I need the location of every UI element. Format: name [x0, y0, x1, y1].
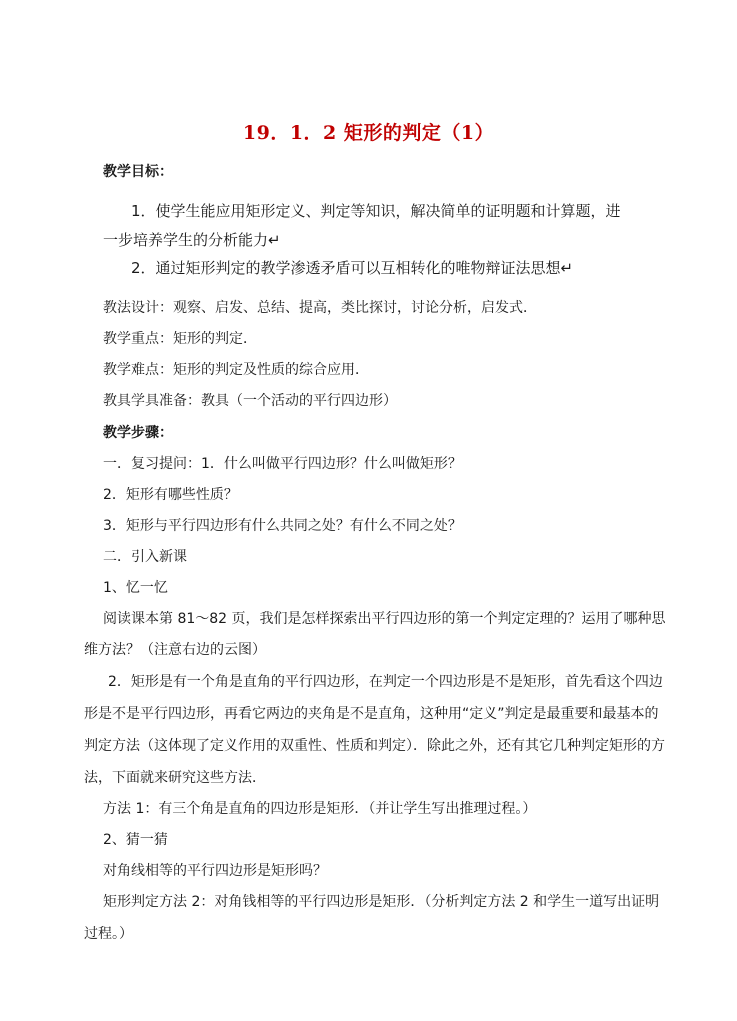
reading-line-2: 维方法？（注意右边的云图） [84, 642, 266, 658]
teaching-tools: 教具学具准备：教具（一个活动的平行四边形） [103, 393, 397, 409]
review-question-2: 2．矩形有哪些性质？ [103, 487, 238, 503]
guess-question: 对角线相等的平行四边形是矩形吗？ [103, 863, 327, 879]
intro-heading: 二．引入新课 [103, 549, 187, 565]
goal-1-line-2: 一步培养学生的分析能力↵ [103, 231, 281, 249]
recall-heading: 1、忆一忆 [103, 580, 168, 596]
goals-heading: 教学目标： [103, 164, 173, 180]
paragraph-2-line-3: 判定方法（这体现了定义作用的双重性、性质和判定）．除此之外，还有其它几种判定矩形的方 [84, 738, 665, 754]
steps-heading: 教学步骤： [103, 425, 173, 441]
method-2-line-2: 过程。） [84, 926, 133, 942]
goal-1-line-1: 1．使学生能应用矩形定义、判定等知识，解决简单的证明题和计算题，进 [131, 202, 621, 220]
paragraph-2-line-4: 法，下面就来研究这些方法． [84, 770, 266, 786]
teaching-method: 教法设计：观察、启发、总结、提高，类比探讨，讨论分析，启发式． [103, 300, 537, 316]
method-2-line-1: 矩形判定方法 2：对角钱相等的平行四边形是矩形．（分析判定方法 2 和学生一道写出证明 [103, 894, 660, 910]
reading-line-1: 阅读课本第 81～82 页，我们是怎样探索出平行四边形的第一个判定定理的？运用了哪种思 [103, 611, 666, 627]
review-question-3: 3．矩形与平行四边形有什么共同之处？有什么不同之处？ [103, 518, 462, 534]
review-question-1: 一．复习提问：1．什么叫做平行四边形？什么叫做矩形？ [103, 456, 462, 472]
goal-2: 2．通过矩形判定的教学渗透矛盾可以互相转化的唯物辩证法思想↵ [131, 259, 574, 277]
method-1: 方法 1：有三个角是直角的四边形是矩形．（并让学生写出推理过程。） [103, 801, 537, 817]
teaching-focus: 教学重点：矩形的判定． [103, 331, 257, 347]
paragraph-2-line-2: 形是不是平行四边形，再看它两边的夹角是不是直角，这种用“定义”判定是最重要和最基本的 [84, 706, 659, 722]
paragraph-2-line-1: 2．矩形是有一个角是直角的平行四边形，在判定一个四边形是不是矩形，首先看这个四边 [108, 674, 663, 690]
page-title: 19．1．2 矩形的判定（1） [242, 122, 495, 144]
guess-heading: 2、猜一猜 [103, 832, 168, 848]
teaching-difficulty: 教学难点：矩形的判定及性质的综合应用． [103, 362, 369, 378]
